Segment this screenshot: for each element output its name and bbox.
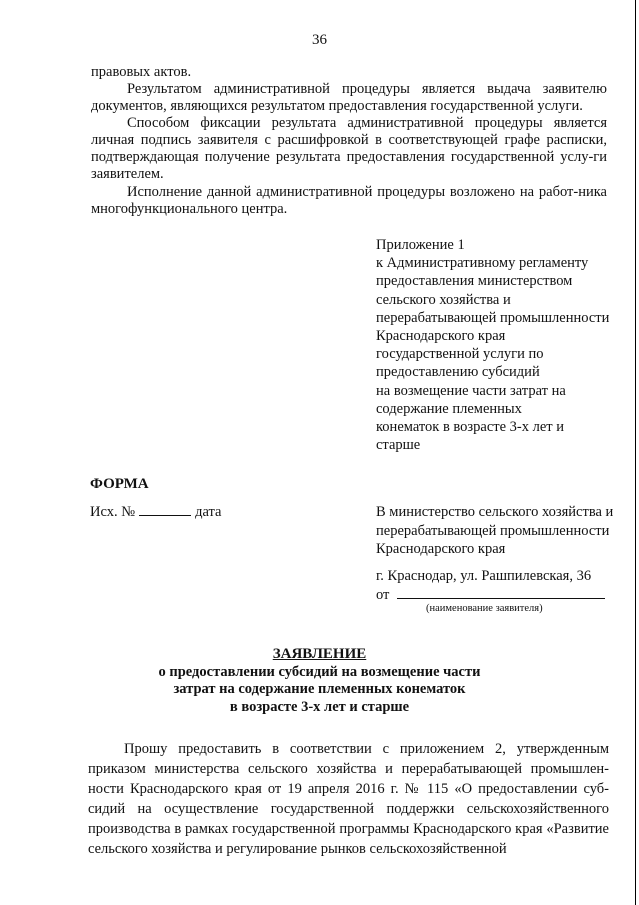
applicant-caption: (наименование заявителя) bbox=[426, 603, 543, 614]
statement-subtitle-line: затрат на содержание племенных конематок bbox=[173, 681, 466, 697]
appendix-line: сельского хозяйства и bbox=[376, 291, 511, 308]
appendix-line: государственной услуги по bbox=[376, 346, 544, 363]
statement-subtitle-line: о предоставлении субсидий на возмещение части bbox=[158, 663, 481, 680]
from-label: от bbox=[376, 587, 390, 603]
appendix-line: к Административному регламенту bbox=[376, 255, 589, 272]
statement-body: Прошу предоставить в соответствии с приложением 2, утвержденным приказом министерства сельского хозяйства и перерабатывающей промышлен-ности Краснодарского края от 19 апреля 2016 г. № 115 «О предоставлении суб-сидий на осуществление государственной поддержки сельскохозяйственного производства в рамках государственной программы Краснодарского края «Развитие сельского хозяйства и регулирование рынков сельскохозяйственной bbox=[88, 741, 609, 857]
appendix-line: Приложение 1 bbox=[376, 237, 465, 253]
outgoing-prefix: Исх. № bbox=[90, 504, 136, 520]
recipient-line: В министерство сельского хозяйства и bbox=[376, 504, 614, 520]
outgoing-number-blank bbox=[139, 503, 191, 516]
appendix-line: Краснодарского края bbox=[376, 328, 506, 345]
recipient-line: Краснодарского края bbox=[376, 541, 506, 557]
intro-first-line: правовых актов. bbox=[91, 64, 192, 80]
appendix-line: предоставлению субсидий bbox=[376, 364, 540, 381]
from-line bbox=[376, 586, 605, 604]
appendix-line: содержание племенных bbox=[376, 400, 522, 417]
recipient-block bbox=[376, 503, 612, 559]
recipient-line: перерабатывающей промышленности bbox=[376, 522, 610, 539]
statement-title: ЗАЯВЛЕНИЕ bbox=[272, 646, 367, 662]
appendix-line: предоставления министерством bbox=[376, 273, 573, 290]
appendix-line: конематок в возрасте 3-х лет и bbox=[376, 419, 565, 436]
appendix-line: перерабатывающей промышленности bbox=[376, 309, 610, 326]
statement-title-block bbox=[0, 646, 639, 716]
fixation-paragraph: Способом фиксации результата административной процедуры является личная подпись заявителя с расшифровкой в соответствующей графе расписки, подтверждающая получение результата предоставления государственной услу-ги заявителем. bbox=[91, 115, 607, 182]
appendix-line: старше bbox=[376, 437, 421, 454]
page-edge-line bbox=[635, 0, 636, 905]
execution-paragraph: Исполнение данной административной процедуры возложено на работ-ника многофункционального центра. bbox=[91, 184, 607, 217]
appendix-header bbox=[376, 236, 612, 454]
outgoing-number-line bbox=[90, 503, 221, 521]
outgoing-date-label: дата bbox=[195, 504, 222, 520]
form-label: ФОРМА bbox=[90, 476, 149, 492]
result-paragraph: Результатом административной процедуры является выдача заявителю документов, являющихся результатом предоставления государственной услуги. bbox=[91, 81, 607, 114]
appendix-line: на возмещение части затрат на bbox=[376, 382, 566, 399]
applicant-name-blank bbox=[397, 586, 605, 599]
page-number: 36 bbox=[312, 32, 327, 48]
recipient-address: г. Краснодар, ул. Рашпилевская, 36 bbox=[376, 568, 592, 584]
statement-subtitle-line: в возрасте 3-х лет и старше bbox=[229, 698, 410, 715]
